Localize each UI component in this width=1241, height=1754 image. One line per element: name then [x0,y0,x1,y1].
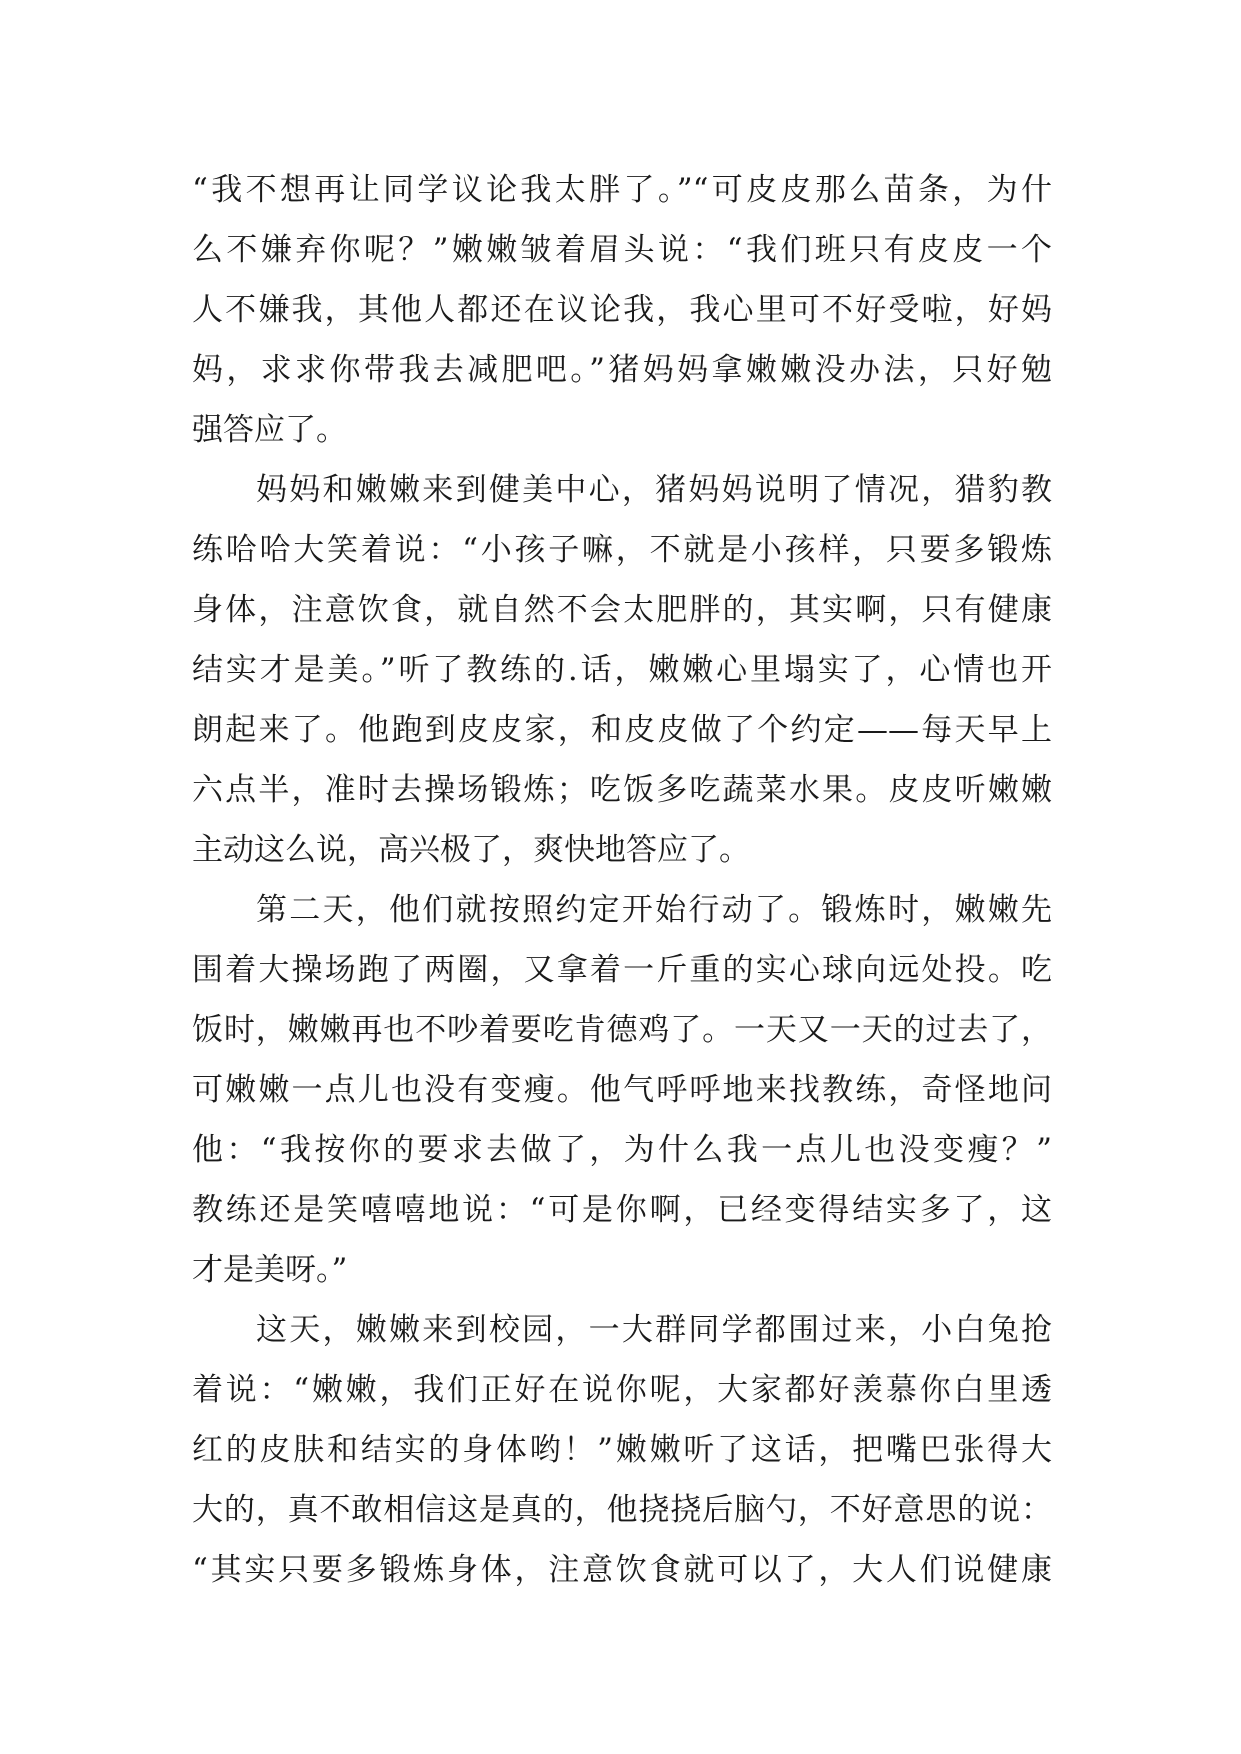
paragraph [192,160,1052,460]
text-line: 六点半，准时去操场锻炼；吃饭多吃蔬菜水果。皮皮听嫩嫩 [192,772,1052,808]
text-line: “其实只要多锻炼身体，注意饮食就可以了，大人们说健康 [192,1552,1052,1588]
text-line: 第二天，他们就按照约定开始行动了。锻炼时，嫩嫩先 [256,892,1052,928]
text-line: 强答应了。 [192,412,347,448]
text-line: 着说：“嫩嫩，我们正好在说你呢，大家都好羡慕你白里透 [192,1372,1052,1408]
text-line: “我不想再让同学议论我太胖了。”“可皮皮那么苗条，为什 [192,172,1052,208]
text-line: 主动这么说，高兴极了，爽快地答应了。 [192,832,750,868]
story-text [192,160,1052,1600]
text-line: 结实才是美。”听了教练的.话，嫩嫩心里塌实了，心情也开 [192,652,1052,688]
text-line: 红的皮肤和结实的身体哟！”嫩嫩听了这话，把嘴巴张得大 [192,1432,1052,1468]
text-line: 他：“我按你的要求去做了，为什么我一点儿也没变瘦？” [192,1132,1052,1168]
paragraph [192,880,1052,1300]
paragraph [192,1300,1052,1600]
text-line: 才是美呀。” [192,1252,348,1288]
paragraph [192,460,1052,880]
text-line: 可嫩嫩一点儿也没有变瘦。他气呼呼地来找教练，奇怪地问 [192,1072,1052,1108]
text-line: 教练还是笑嘻嘻地说：“可是你啊，已经变得结实多了，这 [192,1192,1052,1228]
text-line: 练哈哈大笑着说：“小孩子嘛，不就是小孩样，只要多锻炼 [192,532,1052,568]
text-line: 妈，求求你带我去减肥吧。”猪妈妈拿嫩嫩没办法，只好勉 [192,352,1052,388]
text-line: 大的，真不敢相信这是真的，他挠挠后脑勺，不好意思的说： [192,1492,1052,1528]
text-line: 么不嫌弃你呢？”嫩嫩皱着眉头说：“我们班只有皮皮一个 [192,232,1052,268]
text-line: 人不嫌我，其他人都还在议论我，我心里可不好受啦，好妈 [192,292,1052,328]
text-line: 围着大操场跑了两圈，又拿着一斤重的实心球向远处投。吃 [192,952,1052,988]
text-line: 妈妈和嫩嫩来到健美中心，猪妈妈说明了情况，猎豹教 [256,472,1052,508]
text-line: 这天，嫩嫩来到校园，一大群同学都围过来，小白兔抢 [256,1312,1052,1348]
text-line: 身体，注意饮食，就自然不会太肥胖的，其实啊，只有健康 [192,592,1052,628]
text-line: 饭时，嫩嫩再也不吵着要吃肯德鸡了。一天又一天的过去了， [192,1012,1052,1048]
text-line: 朗起来了。他跑到皮皮家，和皮皮做了个约定——每天早上 [192,712,1052,748]
